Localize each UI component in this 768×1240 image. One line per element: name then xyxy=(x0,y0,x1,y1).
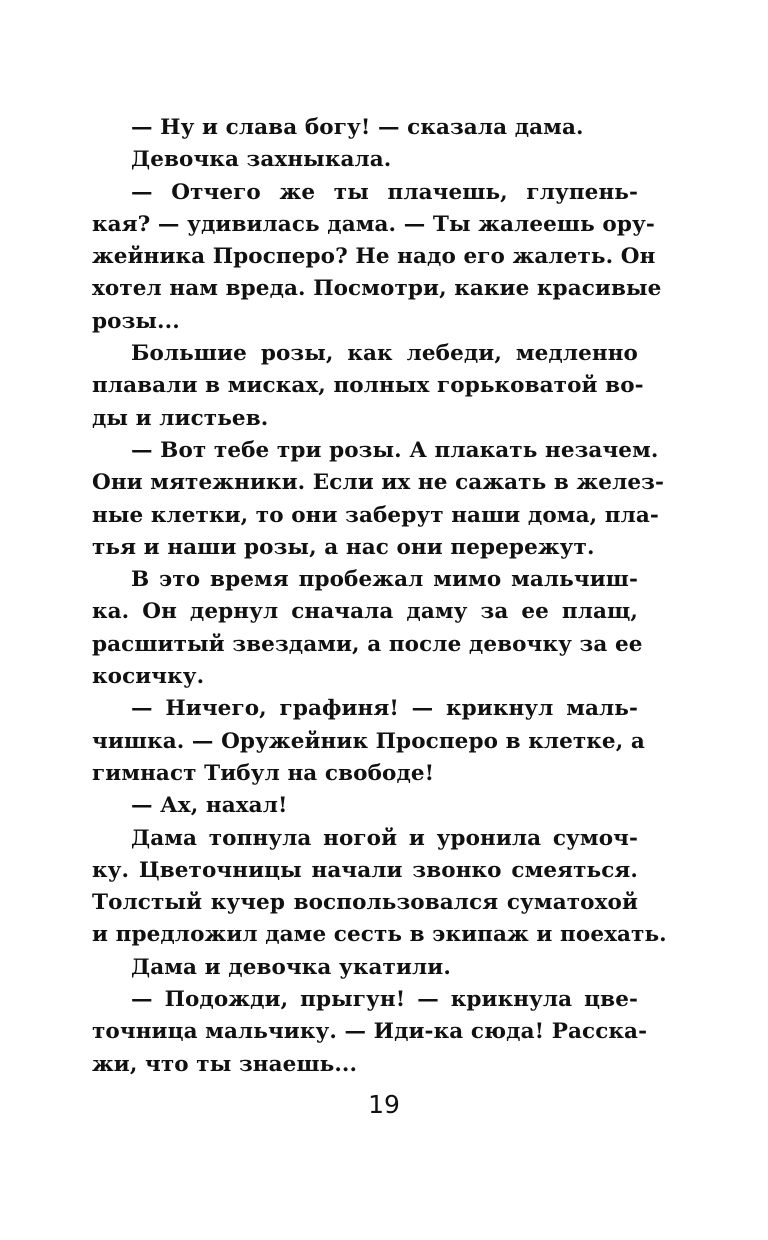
text-line: розы... xyxy=(92,308,180,334)
text-line: расшитый звездами, а после девочку за ее xyxy=(92,631,643,657)
text-line: Дама топнула ногой и уронила сумоч- xyxy=(131,825,638,851)
text-line: — Подожди, прыгун! — крикнула цве- xyxy=(131,987,638,1013)
text-line: ды и листьев. xyxy=(92,405,269,431)
text-line: хотел нам вреда. Посмотри, какие красивые xyxy=(92,276,662,302)
page-number: 19 xyxy=(368,1090,400,1119)
text-line: гимнаст Тибул на свободе! xyxy=(92,760,435,786)
text-line: ку. Цветочницы начали звонко смеяться. xyxy=(92,857,638,883)
text-line: тья и наши розы, а нас они перережут. xyxy=(92,534,595,560)
text-line: — Отчего же ты плачешь, глупень- xyxy=(131,179,638,205)
text-line: точница мальчику. — Иди-ка сюда! Расска- xyxy=(92,1019,648,1045)
text-line: ные клетки, то они заберут наши дома, пла- xyxy=(92,502,659,528)
text-line: Дама и девочка укатили. xyxy=(131,954,451,980)
text-line: жейника Просперо? Не надо его жалеть. Он xyxy=(92,244,656,270)
text-line: Девочка захныкала. xyxy=(131,147,392,173)
text-line: кая? — удивилась дама. — Ты жалеешь ору- xyxy=(92,211,655,237)
text-line: — Ничего, графиня! — крикнул маль- xyxy=(131,696,638,722)
text-line: — Ну и слава богу! — сказала дама. xyxy=(131,115,584,140)
text-line: ка. Он дернул сначала даму за ее плащ, xyxy=(92,599,638,625)
text-line: плавали в мисках, полных горьковатой во- xyxy=(92,373,644,399)
text-line: Они мятежники. Если их не сажать в желез- xyxy=(92,470,664,496)
text-line: — Ах, нахал! xyxy=(131,793,288,819)
text-line: чишка. — Оружейник Просперо в клетке, а xyxy=(92,728,645,754)
text-line: жи, что ты знаешь... xyxy=(92,1051,358,1077)
text-line: косичку. xyxy=(92,664,205,690)
book-page-text xyxy=(92,112,667,1081)
text-line: Большие розы, как лебеди, медленно xyxy=(131,341,638,367)
text-line: Толстый кучер воспользовался суматохой xyxy=(92,890,638,916)
text-line: В это время пробежал мимо мальчиш- xyxy=(131,567,638,593)
text-line: — Вот тебе три розы. А плакать незачем. xyxy=(131,437,659,463)
text-line: и предложил даме сесть в экипаж и поехать. xyxy=(92,922,667,948)
